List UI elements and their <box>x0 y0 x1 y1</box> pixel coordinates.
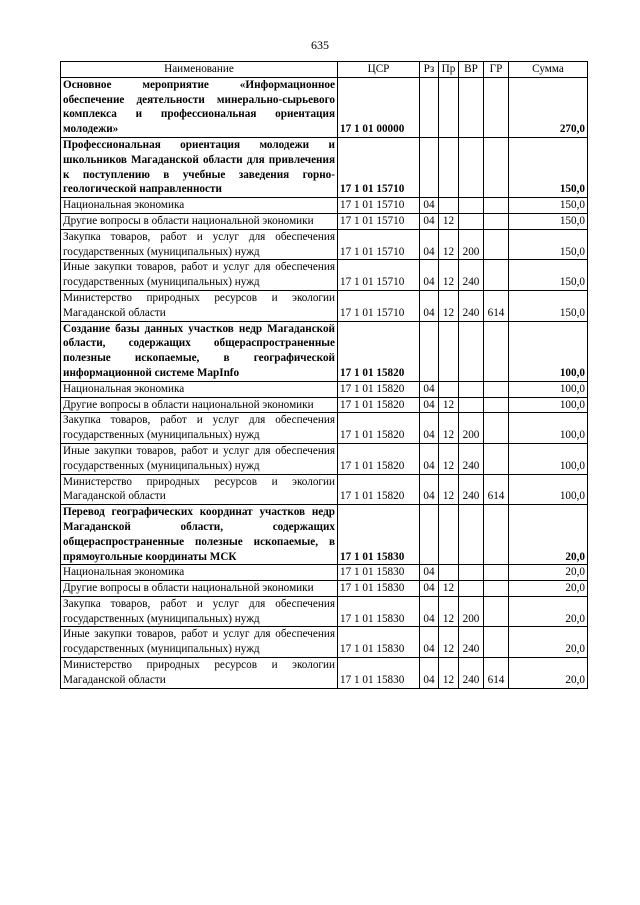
cell-vr: 200 <box>459 413 484 444</box>
cell-pr <box>439 565 459 581</box>
cell-gr <box>484 229 509 260</box>
cell-pr: 12 <box>439 290 459 321</box>
cell-name: Иные закупки товаров, работ и услуг для обеспечения государственных (муниципальных) нужд <box>61 443 338 474</box>
cell-rz: 04 <box>420 413 439 444</box>
cell-vr <box>459 321 484 381</box>
cell-csr: 17 1 01 15830 <box>338 581 420 597</box>
cell-sum: 270,0 <box>509 77 588 137</box>
header-vr: ВР <box>459 62 484 78</box>
cell-gr <box>484 137 509 197</box>
cell-sum: 100,0 <box>509 413 588 444</box>
cell-rz: 04 <box>420 229 439 260</box>
cell-gr <box>484 596 509 627</box>
table-header-row <box>61 62 588 78</box>
table-row <box>61 260 588 291</box>
table-row <box>61 658 588 689</box>
cell-rz: 04 <box>420 596 439 627</box>
cell-sum: 150,0 <box>509 137 588 197</box>
cell-vr <box>459 213 484 229</box>
cell-vr: 200 <box>459 596 484 627</box>
table-row <box>61 321 588 381</box>
cell-name: Закупка товаров, работ и услуг для обеспечения государственных (муниципальных) нужд <box>61 229 338 260</box>
cell-csr: 17 1 01 15820 <box>338 443 420 474</box>
cell-name: Перевод географических координат участков недр Магаданской области, содержащих общераспространенные полезные ископаемые, в прямоугольные координаты МСК <box>61 505 338 565</box>
cell-csr: 17 1 01 15710 <box>338 260 420 291</box>
cell-sum: 100,0 <box>509 397 588 413</box>
header-name: Наименование <box>61 62 338 78</box>
cell-name: Закупка товаров, работ и услуг для обеспечения государственных (муниципальных) нужд <box>61 596 338 627</box>
cell-vr: 240 <box>459 443 484 474</box>
cell-sum: 100,0 <box>509 381 588 397</box>
cell-sum: 150,0 <box>509 290 588 321</box>
cell-pr: 12 <box>439 443 459 474</box>
table-row <box>61 229 588 260</box>
table-row <box>61 77 588 137</box>
cell-pr: 12 <box>439 658 459 689</box>
cell-vr: 200 <box>459 229 484 260</box>
cell-pr: 12 <box>439 413 459 444</box>
cell-pr: 12 <box>439 581 459 597</box>
cell-pr <box>439 198 459 214</box>
cell-sum: 20,0 <box>509 565 588 581</box>
cell-vr <box>459 381 484 397</box>
cell-pr: 12 <box>439 229 459 260</box>
cell-rz: 04 <box>420 627 439 658</box>
cell-name: Основное мероприятие «Информационное обеспечение деятельности минерально-сырьевого комплекса и профессиональная ориентация молодежи» <box>61 77 338 137</box>
table-row <box>61 381 588 397</box>
header-pr: Пр <box>439 62 459 78</box>
cell-pr: 12 <box>439 213 459 229</box>
table-body <box>61 77 588 688</box>
budget-table <box>60 61 588 689</box>
cell-vr <box>459 581 484 597</box>
cell-rz: 04 <box>420 260 439 291</box>
cell-pr <box>439 381 459 397</box>
table-row <box>61 443 588 474</box>
cell-sum: 20,0 <box>509 627 588 658</box>
cell-pr: 12 <box>439 260 459 291</box>
cell-sum: 100,0 <box>509 474 588 505</box>
cell-csr: 17 1 01 15830 <box>338 658 420 689</box>
table-row <box>61 581 588 597</box>
cell-vr <box>459 565 484 581</box>
cell-sum: 100,0 <box>509 321 588 381</box>
cell-rz: 04 <box>420 565 439 581</box>
cell-csr: 17 1 01 15820 <box>338 381 420 397</box>
cell-gr <box>484 565 509 581</box>
cell-gr: 614 <box>484 474 509 505</box>
cell-sum: 20,0 <box>509 596 588 627</box>
cell-csr: 17 1 01 15830 <box>338 596 420 627</box>
cell-csr: 17 1 01 15710 <box>338 290 420 321</box>
cell-vr <box>459 505 484 565</box>
cell-csr: 17 1 01 00000 <box>338 77 420 137</box>
cell-pr <box>439 77 459 137</box>
cell-rz <box>420 137 439 197</box>
cell-rz <box>420 321 439 381</box>
cell-vr: 240 <box>459 260 484 291</box>
cell-rz: 04 <box>420 213 439 229</box>
cell-rz: 04 <box>420 381 439 397</box>
cell-csr: 17 1 01 15830 <box>338 505 420 565</box>
cell-gr <box>484 581 509 597</box>
cell-csr: 17 1 01 15710 <box>338 213 420 229</box>
cell-rz: 04 <box>420 397 439 413</box>
cell-sum: 150,0 <box>509 198 588 214</box>
cell-vr <box>459 397 484 413</box>
cell-name: Иные закупки товаров, работ и услуг для обеспечения государственных (муниципальных) нужд <box>61 627 338 658</box>
cell-gr <box>484 260 509 291</box>
cell-name: Создание базы данных участков недр Магаданской области, содержащих общераспространенные полезные ископаемые, в географической информационной системе MapInfo <box>61 321 338 381</box>
cell-sum: 150,0 <box>509 229 588 260</box>
header-sum: Сумма <box>509 62 588 78</box>
cell-pr <box>439 321 459 381</box>
cell-name: Другие вопросы в области национальной экономики <box>61 581 338 597</box>
cell-rz <box>420 77 439 137</box>
cell-name: Национальная экономика <box>61 565 338 581</box>
header-csr: ЦСР <box>338 62 420 78</box>
cell-sum: 100,0 <box>509 443 588 474</box>
cell-rz: 04 <box>420 658 439 689</box>
cell-csr: 17 1 01 15710 <box>338 137 420 197</box>
cell-csr: 17 1 01 15830 <box>338 565 420 581</box>
cell-pr <box>439 137 459 197</box>
cell-gr <box>484 443 509 474</box>
cell-vr: 240 <box>459 627 484 658</box>
table-row <box>61 505 588 565</box>
cell-sum: 20,0 <box>509 658 588 689</box>
cell-gr <box>484 321 509 381</box>
cell-rz: 04 <box>420 443 439 474</box>
table-row <box>61 413 588 444</box>
cell-vr <box>459 198 484 214</box>
cell-name: Профессиональная ориентация молодежи и школьников Магаданской области для привлечения к поступлению в учебные заведения горно-геологической направленности <box>61 137 338 197</box>
cell-gr: 614 <box>484 290 509 321</box>
cell-gr <box>484 413 509 444</box>
cell-gr <box>484 397 509 413</box>
cell-name: Иные закупки товаров, работ и услуг для обеспечения государственных (муниципальных) нужд <box>61 260 338 291</box>
cell-name: Национальная экономика <box>61 381 338 397</box>
cell-pr <box>439 505 459 565</box>
cell-pr: 12 <box>439 627 459 658</box>
cell-vr: 240 <box>459 474 484 505</box>
cell-sum: 150,0 <box>509 260 588 291</box>
cell-csr: 17 1 01 15710 <box>338 198 420 214</box>
cell-gr <box>484 198 509 214</box>
cell-gr <box>484 505 509 565</box>
cell-sum: 150,0 <box>509 213 588 229</box>
cell-pr: 12 <box>439 596 459 627</box>
table-row <box>61 290 588 321</box>
cell-vr: 240 <box>459 290 484 321</box>
cell-pr: 12 <box>439 397 459 413</box>
cell-name: Закупка товаров, работ и услуг для обеспечения государственных (муниципальных) нужд <box>61 413 338 444</box>
table-row <box>61 213 588 229</box>
cell-name: Министерство природных ресурсов и экологии Магаданской области <box>61 290 338 321</box>
cell-name: Другие вопросы в области национальной экономики <box>61 397 338 413</box>
cell-gr <box>484 381 509 397</box>
cell-csr: 17 1 01 15830 <box>338 627 420 658</box>
cell-sum: 20,0 <box>509 581 588 597</box>
cell-sum: 20,0 <box>509 505 588 565</box>
table-row <box>61 397 588 413</box>
cell-name: Национальная экономика <box>61 198 338 214</box>
table-row <box>61 137 588 197</box>
table-row <box>61 596 588 627</box>
cell-csr: 17 1 01 15820 <box>338 321 420 381</box>
cell-gr: 614 <box>484 658 509 689</box>
cell-csr: 17 1 01 15710 <box>338 229 420 260</box>
table-row <box>61 198 588 214</box>
cell-vr <box>459 137 484 197</box>
cell-gr <box>484 213 509 229</box>
cell-rz: 04 <box>420 198 439 214</box>
cell-vr <box>459 77 484 137</box>
header-gr: ГР <box>484 62 509 78</box>
cell-gr <box>484 627 509 658</box>
cell-rz: 04 <box>420 290 439 321</box>
cell-name: Министерство природных ресурсов и экологии Магаданской области <box>61 658 338 689</box>
table-row <box>61 474 588 505</box>
header-rz: Рз <box>420 62 439 78</box>
cell-rz: 04 <box>420 474 439 505</box>
cell-pr: 12 <box>439 474 459 505</box>
cell-gr <box>484 77 509 137</box>
cell-rz: 04 <box>420 581 439 597</box>
cell-csr: 17 1 01 15820 <box>338 474 420 505</box>
table-row <box>61 627 588 658</box>
page-number: 635 <box>311 38 329 52</box>
cell-vr: 240 <box>459 658 484 689</box>
cell-csr: 17 1 01 15820 <box>338 397 420 413</box>
cell-csr: 17 1 01 15820 <box>338 413 420 444</box>
table-row <box>61 565 588 581</box>
cell-name: Другие вопросы в области национальной экономики <box>61 213 338 229</box>
cell-name: Министерство природных ресурсов и экологии Магаданской области <box>61 474 338 505</box>
cell-rz <box>420 505 439 565</box>
